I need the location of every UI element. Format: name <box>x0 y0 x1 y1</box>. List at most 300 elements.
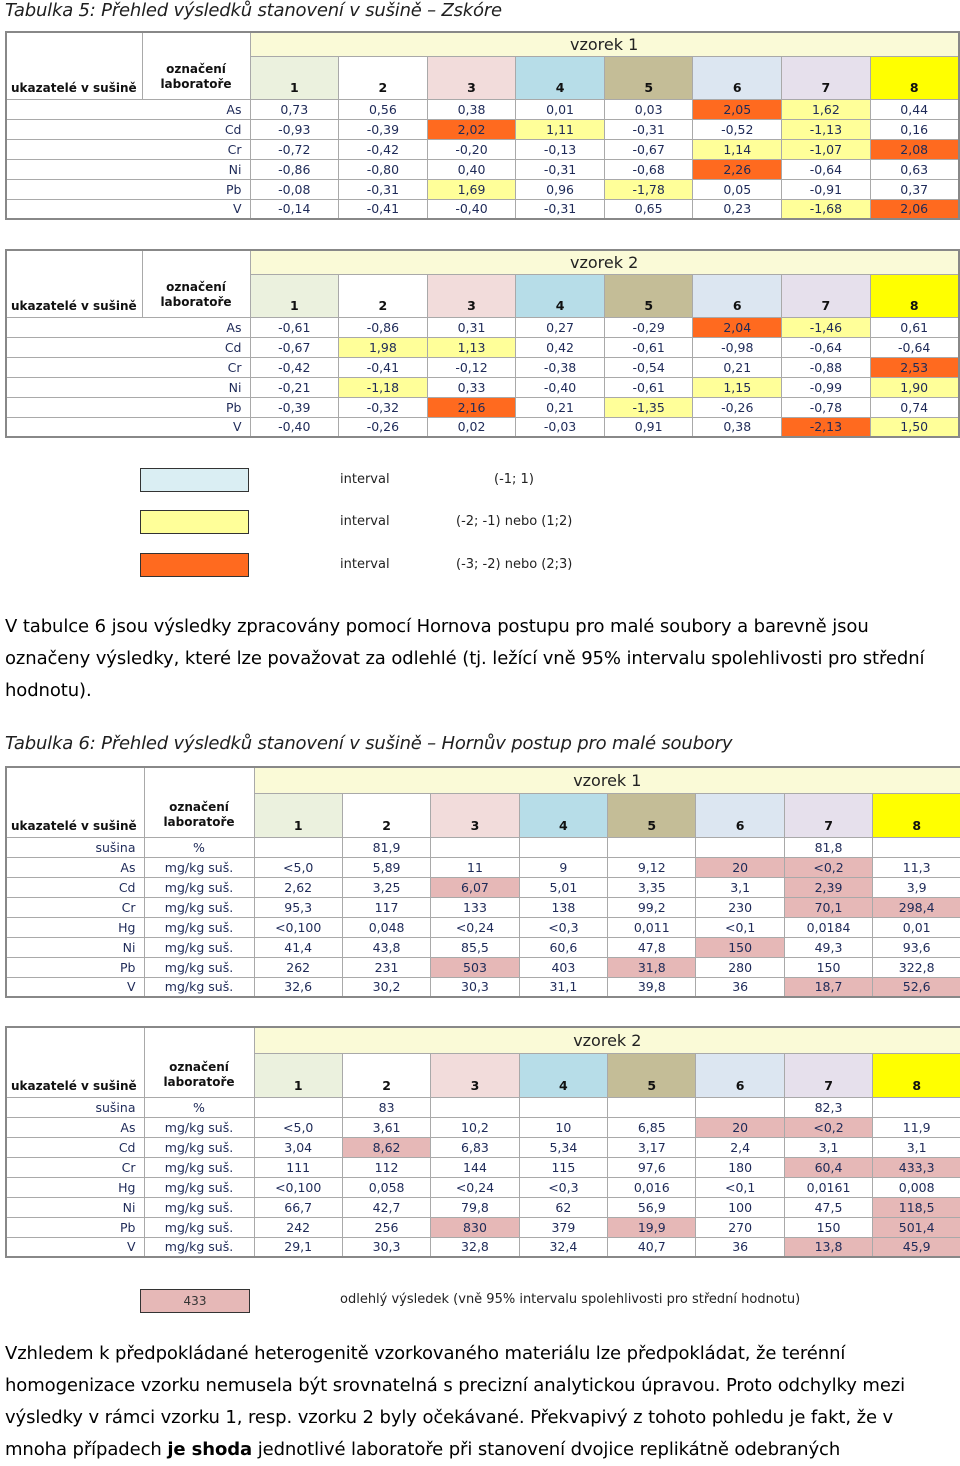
value-cell <box>608 1097 696 1117</box>
lab-header-6: 6 <box>693 274 782 317</box>
value-cell: 0,01 <box>873 917 960 937</box>
value-cell: 52,6 <box>873 977 960 997</box>
lab-header-5: 5 <box>604 274 693 317</box>
lab-header-8: 8 <box>873 1053 960 1097</box>
legend-range: (-1; 1) <box>494 472 534 487</box>
unit-cell: mg/kg suš. <box>144 977 254 997</box>
zscore-cell: 0,21 <box>516 397 605 417</box>
value-cell: 40,7 <box>608 1237 696 1257</box>
paragraph-heterogeneity <box>5 1338 955 1466</box>
value-cell: <5,0 <box>254 1117 342 1137</box>
sample-title: vzorek 1 <box>254 767 960 793</box>
value-cell: 0,016 <box>608 1177 696 1197</box>
sample-title: vzorek 1 <box>250 32 959 56</box>
zscore-cell: 0,27 <box>516 317 605 337</box>
value-cell: 117 <box>342 897 430 917</box>
value-cell: 66,7 <box>254 1197 342 1217</box>
zscore-cell: 0,38 <box>427 99 516 119</box>
legend-label: interval <box>340 472 390 487</box>
zscore-cell: 0,38 <box>693 417 782 437</box>
sample-title: vzorek 2 <box>254 1027 960 1053</box>
zscore-cell: -0,52 <box>693 119 782 139</box>
corner-cell <box>6 1027 144 1053</box>
indicator-name: Cd <box>6 877 144 897</box>
zscore-cell: -0,86 <box>250 159 339 179</box>
value-cell: 49,3 <box>784 937 872 957</box>
value-cell: 81,8 <box>784 837 872 857</box>
value-cell: 60,4 <box>784 1157 872 1177</box>
value-cell: 81,9 <box>342 837 430 857</box>
value-cell: <5,0 <box>254 857 342 877</box>
value-cell: 0,048 <box>342 917 430 937</box>
value-cell: 403 <box>519 957 607 977</box>
value-cell: 39,8 <box>608 977 696 997</box>
value-cell: 10 <box>519 1117 607 1137</box>
indicator-name: sušina <box>6 837 144 857</box>
zscore-cell: -0,12 <box>427 357 516 377</box>
value-cell: 20 <box>696 1117 784 1137</box>
value-cell: 280 <box>696 957 784 977</box>
value-cell: 60,6 <box>519 937 607 957</box>
value-cell <box>519 837 607 857</box>
zscore-cell: -0,68 <box>604 159 693 179</box>
value-cell: 29,1 <box>254 1237 342 1257</box>
lab-header-3: 3 <box>427 56 516 99</box>
zscore-cell: -0,54 <box>604 357 693 377</box>
value-cell: 82,3 <box>784 1097 872 1117</box>
value-cell: 10,2 <box>431 1117 519 1137</box>
value-cell: 19,9 <box>608 1217 696 1237</box>
value-cell: 3,17 <box>608 1137 696 1157</box>
zscore-cell: 0,03 <box>604 99 693 119</box>
lab-header-2: 2 <box>342 1053 430 1097</box>
corner-cell <box>6 250 142 274</box>
paragraph-horn-method: V tabulce 6 jsou výsledky zpracovány pomocí Hornova postupu pro malé soubory a barevně jsou označeny výsledky, které lze považovat za odlehlé (tj. ležící vně 95% intervalu spolehlivosti pro střední hodnotu). <box>5 616 925 701</box>
zscore-cell: -0,93 <box>250 119 339 139</box>
zscore-cell: 1,98 <box>339 337 428 357</box>
paragraph-part: Vzhledem k předpokládané heterogenitě vzorkovaného materiálu lze předpokládat, že terénní homogenizace vzorku nemusela být srovnatelná s precizní analytickou úpravou. Proto odchylky mezi výsledky v rámci vzorku 1, resp. vzorku 2 byly očekávané. Překvapivý z tohoto pohledu je fakt, že v mnoha případech <box>5 1343 906 1460</box>
indicator-name: Pb <box>6 397 250 417</box>
zscore-cell: 0,63 <box>870 159 959 179</box>
lab-header-7: 7 <box>784 1053 872 1097</box>
legend-swatch <box>140 510 249 534</box>
zscore-cell: 0,33 <box>427 377 516 397</box>
zscore-cell: -0,31 <box>604 119 693 139</box>
zscore-cell: 0,23 <box>693 199 782 219</box>
zscore-cell: -0,08 <box>250 179 339 199</box>
value-cell: 20 <box>696 857 784 877</box>
indicator-name: sušina <box>6 1097 144 1117</box>
value-cell: 47,5 <box>784 1197 872 1217</box>
zscore-cell: 2,06 <box>870 199 959 219</box>
zscore-cell: -0,61 <box>250 317 339 337</box>
value-cell: 133 <box>431 897 519 917</box>
value-cell: <0,100 <box>254 1177 342 1197</box>
zscore-cell: 0,65 <box>604 199 693 219</box>
zscore-cell: -0,98 <box>693 337 782 357</box>
zscore-cell: -0,80 <box>339 159 428 179</box>
value-cell: 6,85 <box>608 1117 696 1137</box>
zscore-cell: 0,02 <box>427 417 516 437</box>
zscore-cell: -0,40 <box>250 417 339 437</box>
value-cell: 112 <box>342 1157 430 1177</box>
value-cell: 2,39 <box>784 877 872 897</box>
value-cell: 242 <box>254 1217 342 1237</box>
indicator-name: As <box>6 317 250 337</box>
zscore-cell: 1,13 <box>427 337 516 357</box>
value-cell: 118,5 <box>873 1197 960 1217</box>
outlier-legend-swatch: 433 <box>140 1289 250 1313</box>
zscore-cell: -0,40 <box>516 377 605 397</box>
value-cell: <0,24 <box>431 1177 519 1197</box>
value-cell: 47,8 <box>608 937 696 957</box>
corner-cell <box>144 1027 254 1053</box>
zscore-cell: 2,16 <box>427 397 516 417</box>
value-cell: 30,3 <box>431 977 519 997</box>
zscore-cell: 0,42 <box>516 337 605 357</box>
lab-header-5: 5 <box>604 56 693 99</box>
value-cell: 79,8 <box>431 1197 519 1217</box>
value-cell: <0,1 <box>696 917 784 937</box>
unit-cell: mg/kg suš. <box>144 1217 254 1237</box>
value-cell: 0,011 <box>608 917 696 937</box>
value-cell <box>254 837 342 857</box>
value-cell: 32,6 <box>254 977 342 997</box>
zscore-cell: 0,56 <box>339 99 428 119</box>
legend-swatch <box>140 553 249 577</box>
table5-sample2 <box>5 249 960 438</box>
value-cell: 150 <box>784 957 872 977</box>
indicator-name: V <box>6 417 250 437</box>
indicators-label: ukazatelé v sušině <box>6 1053 144 1097</box>
table6-sample1 <box>5 766 960 998</box>
value-cell: 3,61 <box>342 1117 430 1137</box>
paragraph-bold-phrase: je shoda <box>167 1439 253 1460</box>
legend-range: (-2; -1) nebo (1;2) <box>456 514 573 529</box>
zscore-cell: -0,32 <box>339 397 428 417</box>
value-cell <box>873 1097 960 1117</box>
value-cell: 11,3 <box>873 857 960 877</box>
indicator-name: V <box>6 977 144 997</box>
unit-cell: mg/kg suš. <box>144 1117 254 1137</box>
unit-cell: mg/kg suš. <box>144 917 254 937</box>
zscore-cell: 0,91 <box>604 417 693 437</box>
sample-title: vzorek 2 <box>250 250 959 274</box>
lab-header-8: 8 <box>873 793 960 837</box>
lab-header-4: 4 <box>519 1053 607 1097</box>
lab-header-5: 5 <box>608 793 696 837</box>
value-cell: 95,3 <box>254 897 342 917</box>
lab-header-4: 4 <box>516 56 605 99</box>
indicator-name: Cd <box>6 337 250 357</box>
value-cell: 138 <box>519 897 607 917</box>
zscore-cell: -0,64 <box>782 337 871 357</box>
unit-cell: mg/kg suš. <box>144 1137 254 1157</box>
zscore-cell: 0,40 <box>427 159 516 179</box>
zscore-cell: -0,64 <box>782 159 871 179</box>
value-cell: 18,7 <box>784 977 872 997</box>
zscore-cell: -1,35 <box>604 397 693 417</box>
corner-cell <box>142 250 250 274</box>
unit-cell: % <box>144 837 254 857</box>
value-cell: 298,4 <box>873 897 960 917</box>
indicators-label: ukazatelé v sušině <box>6 274 142 317</box>
value-cell: 85,5 <box>431 937 519 957</box>
corner-cell <box>6 32 142 56</box>
zscore-cell: 1,90 <box>870 377 959 397</box>
value-cell: 3,9 <box>873 877 960 897</box>
zscore-cell: -0,39 <box>339 119 428 139</box>
outlier-legend-text: odlehlý výsledek (vně 95% intervalu spolehlivosti pro střední hodnotu) <box>340 1292 801 1307</box>
value-cell: <0,2 <box>784 1117 872 1137</box>
value-cell: 3,35 <box>608 877 696 897</box>
lab-header-7: 7 <box>782 56 871 99</box>
lab-header-1: 1 <box>250 274 339 317</box>
zscore-cell: -1,68 <box>782 199 871 219</box>
zscore-cell: -0,13 <box>516 139 605 159</box>
lab-header-2: 2 <box>339 274 428 317</box>
zscore-cell: -0,42 <box>339 139 428 159</box>
unit-cell: mg/kg suš. <box>144 1197 254 1217</box>
value-cell: 5,89 <box>342 857 430 877</box>
zscore-cell: 1,14 <box>693 139 782 159</box>
zscore-cell: -0,78 <box>782 397 871 417</box>
value-cell: 0,0161 <box>784 1177 872 1197</box>
zscore-cell: 0,73 <box>250 99 339 119</box>
lab-header-4: 4 <box>519 793 607 837</box>
value-cell <box>608 837 696 857</box>
table5-sample1 <box>5 31 960 220</box>
labs-label: označení laboratoře <box>142 56 250 99</box>
zscore-cell: -1,18 <box>339 377 428 397</box>
zscore-cell: 0,37 <box>870 179 959 199</box>
zscore-cell: -0,72 <box>250 139 339 159</box>
value-cell: 32,4 <box>519 1237 607 1257</box>
zscore-cell: -0,31 <box>516 159 605 179</box>
zscore-cell: -0,67 <box>604 139 693 159</box>
value-cell: 11 <box>431 857 519 877</box>
value-cell <box>696 837 784 857</box>
unit-cell: mg/kg suš. <box>144 877 254 897</box>
value-cell: 270 <box>696 1217 784 1237</box>
lab-header-6: 6 <box>696 1053 784 1097</box>
legend-label: interval <box>340 514 390 529</box>
value-cell: 2,4 <box>696 1137 784 1157</box>
value-cell: 3,1 <box>784 1137 872 1157</box>
value-cell: 97,6 <box>608 1157 696 1177</box>
labs-label: označení laboratoře <box>144 1053 254 1097</box>
zscore-cell: -0,39 <box>250 397 339 417</box>
zscore-cell: 1,11 <box>516 119 605 139</box>
value-cell: 3,25 <box>342 877 430 897</box>
value-cell: 83 <box>342 1097 430 1117</box>
zscore-cell: -0,67 <box>250 337 339 357</box>
zscore-cell: 2,04 <box>693 317 782 337</box>
table6-sample2 <box>5 1026 960 1258</box>
legend-label: interval <box>340 557 390 572</box>
zscore-cell: -0,88 <box>782 357 871 377</box>
value-cell <box>873 837 960 857</box>
corner-cell <box>6 767 144 793</box>
zscore-cell: 1,50 <box>870 417 959 437</box>
value-cell: <0,3 <box>519 1177 607 1197</box>
value-cell: 3,1 <box>696 877 784 897</box>
unit-cell: mg/kg suš. <box>144 1157 254 1177</box>
unit-cell: mg/kg suš. <box>144 1237 254 1257</box>
zscore-cell: 0,16 <box>870 119 959 139</box>
unit-cell: mg/kg suš. <box>144 1177 254 1197</box>
indicator-name: Pb <box>6 179 250 199</box>
indicator-name: V <box>6 199 250 219</box>
zscore-cell: 1,69 <box>427 179 516 199</box>
value-cell: <0,24 <box>431 917 519 937</box>
value-cell: 5,34 <box>519 1137 607 1157</box>
value-cell: 31,8 <box>608 957 696 977</box>
indicator-name: Cd <box>6 1137 144 1157</box>
lab-header-1: 1 <box>250 56 339 99</box>
lab-header-8: 8 <box>870 274 959 317</box>
zscore-cell: 2,53 <box>870 357 959 377</box>
zscore-cell: -0,41 <box>339 199 428 219</box>
value-cell: 322,8 <box>873 957 960 977</box>
lab-header-1: 1 <box>254 793 342 837</box>
value-cell: 45,9 <box>873 1237 960 1257</box>
zscore-cell: -1,78 <box>604 179 693 199</box>
zscore-cell: -0,26 <box>693 397 782 417</box>
indicator-name: Ni <box>6 159 250 179</box>
lab-header-3: 3 <box>431 793 519 837</box>
labs-label: označení laboratoře <box>142 274 250 317</box>
value-cell: 41,4 <box>254 937 342 957</box>
lab-header-3: 3 <box>431 1053 519 1097</box>
value-cell: 6,83 <box>431 1137 519 1157</box>
zscore-cell: 2,08 <box>870 139 959 159</box>
zscore-cell: 0,44 <box>870 99 959 119</box>
zscore-cell: 1,15 <box>693 377 782 397</box>
indicator-name: Pb <box>6 957 144 977</box>
value-cell: 31,1 <box>519 977 607 997</box>
table6-caption: Tabulka 6: Přehled výsledků stanovení v sušině – Hornův postup pro malé soubory <box>5 733 733 754</box>
zscore-cell: 1,62 <box>782 99 871 119</box>
value-cell: 99,2 <box>608 897 696 917</box>
value-cell: 150 <box>696 937 784 957</box>
lab-header-7: 7 <box>782 274 871 317</box>
legend-range: (-3; -2) nebo (2;3) <box>456 557 573 572</box>
value-cell: <0,3 <box>519 917 607 937</box>
value-cell: <0,100 <box>254 917 342 937</box>
zscore-cell: -0,41 <box>339 357 428 377</box>
value-cell: 180 <box>696 1157 784 1177</box>
zscore-cell: -0,42 <box>250 357 339 377</box>
lab-header-8: 8 <box>870 56 959 99</box>
zscore-cell: -1,13 <box>782 119 871 139</box>
value-cell: 30,3 <box>342 1237 430 1257</box>
zscore-cell: -0,40 <box>427 199 516 219</box>
value-cell: 0,0184 <box>784 917 872 937</box>
value-cell <box>696 1097 784 1117</box>
zscore-cell: -0,86 <box>339 317 428 337</box>
zscore-cell: 0,61 <box>870 317 959 337</box>
indicator-name: Cd <box>6 119 250 139</box>
corner-cell <box>144 767 254 793</box>
zscore-cell: -0,64 <box>870 337 959 357</box>
value-cell: 100 <box>696 1197 784 1217</box>
value-cell: 70,1 <box>784 897 872 917</box>
zscore-cell: -0,38 <box>516 357 605 377</box>
indicator-name: Ni <box>6 377 250 397</box>
paragraph-part: jednotlivé laboratoře při stanovení dvojice replikátně odebraných <box>252 1439 841 1460</box>
lab-header-6: 6 <box>693 56 782 99</box>
value-cell: 0,058 <box>342 1177 430 1197</box>
indicator-name: Ni <box>6 1197 144 1217</box>
value-cell: 503 <box>431 957 519 977</box>
zscore-cell: -0,14 <box>250 199 339 219</box>
value-cell: 93,6 <box>873 937 960 957</box>
indicator-name: Cr <box>6 139 250 159</box>
unit-cell: mg/kg suš. <box>144 897 254 917</box>
zscore-cell: -0,26 <box>339 417 428 437</box>
zscore-cell: -0,29 <box>604 317 693 337</box>
value-cell: 115 <box>519 1157 607 1177</box>
zscore-cell: 2,02 <box>427 119 516 139</box>
value-cell: 9,12 <box>608 857 696 877</box>
labs-label: označení laboratoře <box>144 793 254 837</box>
value-cell: 43,8 <box>342 937 430 957</box>
zscore-cell: 0,05 <box>693 179 782 199</box>
value-cell: 256 <box>342 1217 430 1237</box>
value-cell: 6,07 <box>431 877 519 897</box>
indicator-name: Cr <box>6 897 144 917</box>
value-cell: 379 <box>519 1217 607 1237</box>
value-cell: 30,2 <box>342 977 430 997</box>
zscore-cell: 2,26 <box>693 159 782 179</box>
unit-cell: mg/kg suš. <box>144 857 254 877</box>
zscore-cell: -0,31 <box>516 199 605 219</box>
value-cell: 2,62 <box>254 877 342 897</box>
value-cell: 5,01 <box>519 877 607 897</box>
value-cell: 231 <box>342 957 430 977</box>
value-cell: 0,008 <box>873 1177 960 1197</box>
zscore-cell: -0,31 <box>339 179 428 199</box>
table5-caption: Tabulka 5: Přehled výsledků stanovení v sušině – Zskóre <box>5 0 502 21</box>
indicator-name: As <box>6 1117 144 1137</box>
zscore-cell: 0,21 <box>693 357 782 377</box>
zscore-cell: -2,13 <box>782 417 871 437</box>
value-cell <box>254 1097 342 1117</box>
value-cell: 13,8 <box>784 1237 872 1257</box>
unit-cell: % <box>144 1097 254 1117</box>
zscore-cell: 0,96 <box>516 179 605 199</box>
value-cell: 62 <box>519 1197 607 1217</box>
value-cell: 42,7 <box>342 1197 430 1217</box>
indicator-name: V <box>6 1237 144 1257</box>
lab-header-3: 3 <box>427 274 516 317</box>
value-cell: 9 <box>519 857 607 877</box>
indicator-name: As <box>6 99 250 119</box>
indicator-name: Pb <box>6 1217 144 1237</box>
lab-header-4: 4 <box>516 274 605 317</box>
zscore-cell: -0,61 <box>604 377 693 397</box>
value-cell: 433,3 <box>873 1157 960 1177</box>
value-cell: 32,8 <box>431 1237 519 1257</box>
zscore-cell: -0,21 <box>250 377 339 397</box>
value-cell <box>519 1097 607 1117</box>
indicator-name: Hg <box>6 917 144 937</box>
value-cell: 11,9 <box>873 1117 960 1137</box>
zscore-cell: -0,61 <box>604 337 693 357</box>
zscore-cell: 0,01 <box>516 99 605 119</box>
zscore-cell: -0,03 <box>516 417 605 437</box>
